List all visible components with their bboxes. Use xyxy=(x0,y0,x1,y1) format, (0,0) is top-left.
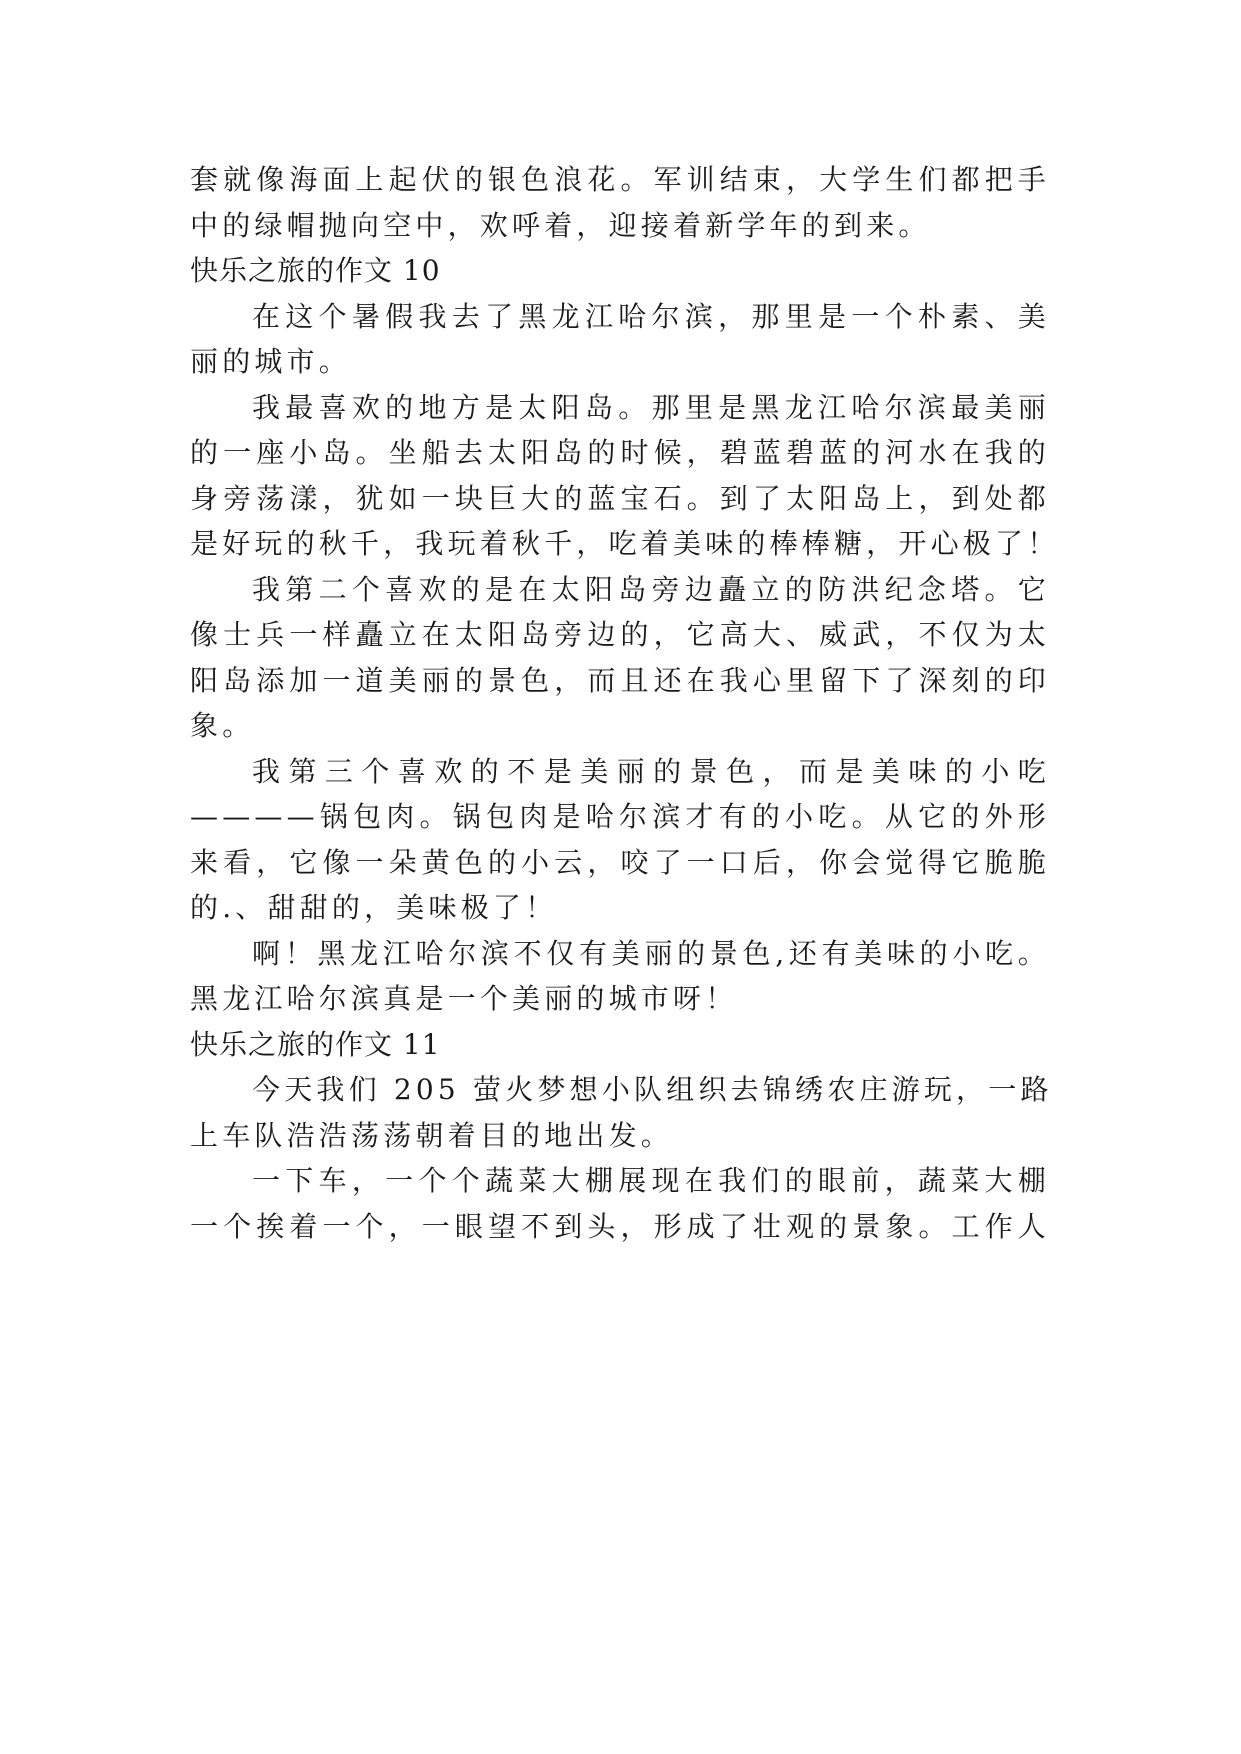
paragraph-line: 啊！黑龙江哈尔滨不仅有美丽的景色,还有美味的小吃。 xyxy=(252,936,1050,970)
essay-title: 快乐之旅的作文 11 xyxy=(190,1027,441,1061)
paragraph-line: 的.、甜甜的，美味极了！ xyxy=(190,891,558,924)
paragraph-line: ————锅包肉。锅包肉是哈尔滨才有的小吃。从它的外形 xyxy=(190,800,1050,833)
paragraph xyxy=(190,386,1060,568)
paragraph-line: 像士兵一样矗立在太阳岛旁边的，它高大、威武，不仅为太 xyxy=(190,618,1050,651)
paragraph-line: 阳岛添加一道美丽的景色，而且还在我心里留下了深刻的印 xyxy=(190,663,1050,697)
paragraph-line: 我第三个喜欢的不是美丽的景色，而是美味的小吃 xyxy=(252,754,1050,788)
paragraph-line: 在这个暑假我去了黑龙江哈尔滨，那里是一个朴素、美 xyxy=(252,299,1050,333)
paragraph-line: 上车队浩浩荡荡朝着目的地出发。 xyxy=(190,1118,674,1152)
essay-title: 快乐之旅的作文 10 xyxy=(190,254,441,287)
paragraph-line: 今天我们 205 萤火梦想小队组织去锦绣农庄游玩，一路 xyxy=(252,1073,1053,1106)
paragraph-line: 套就像海面上起伏的银色浪花。军训结束，大学生们都把手 xyxy=(190,163,1050,196)
paragraph-line: 我第二个喜欢的是在太阳岛旁边矗立的防洪纪念塔。它 xyxy=(252,572,1050,606)
paragraph xyxy=(190,295,1050,386)
paragraph-line: 一个挨着一个，一眼望不到头，形成了壮观的景象。工作人 xyxy=(190,1209,1050,1243)
paragraph-line: 身旁荡漾，犹如一块巨大的蓝宝石。到了太阳岛上，到处都 xyxy=(190,481,1050,515)
paragraph-line: 一下车，一个个蔬菜大棚展现在我们的眼前，蔬菜大棚 xyxy=(252,1164,1050,1197)
paragraph xyxy=(190,1068,1053,1159)
paragraph-line: 丽的城市。 xyxy=(190,345,352,378)
paragraph xyxy=(190,1159,1050,1250)
paragraph-line: 来看，它像一朵黄色的小云，咬了一口后，你会觉得它脆脆 xyxy=(190,845,1050,879)
paragraph-line: 是好玩的秋千，我玩着秋千，吃着美味的棒棒糖，开心极了！ xyxy=(190,527,1060,560)
paragraph-line: 象。 xyxy=(190,709,255,742)
paragraph xyxy=(190,932,1050,1023)
paragraph xyxy=(190,568,1050,750)
paragraph-line: 我最喜欢的地方是太阳岛。那里是黑龙江哈尔滨最美丽 xyxy=(252,390,1050,424)
paragraph-line: 黑龙江哈尔滨真是一个美丽的城市呀！ xyxy=(190,982,738,1015)
paragraph-line: 中的绿帽抛向空中，欢呼着，迎接着新学年的到来。 xyxy=(190,208,931,242)
document-body xyxy=(190,158,1060,1250)
paragraph xyxy=(190,750,1050,932)
paragraph-line: 的一座小岛。坐船去太阳岛的时候，碧蓝碧蓝的河水在我的 xyxy=(190,436,1050,469)
